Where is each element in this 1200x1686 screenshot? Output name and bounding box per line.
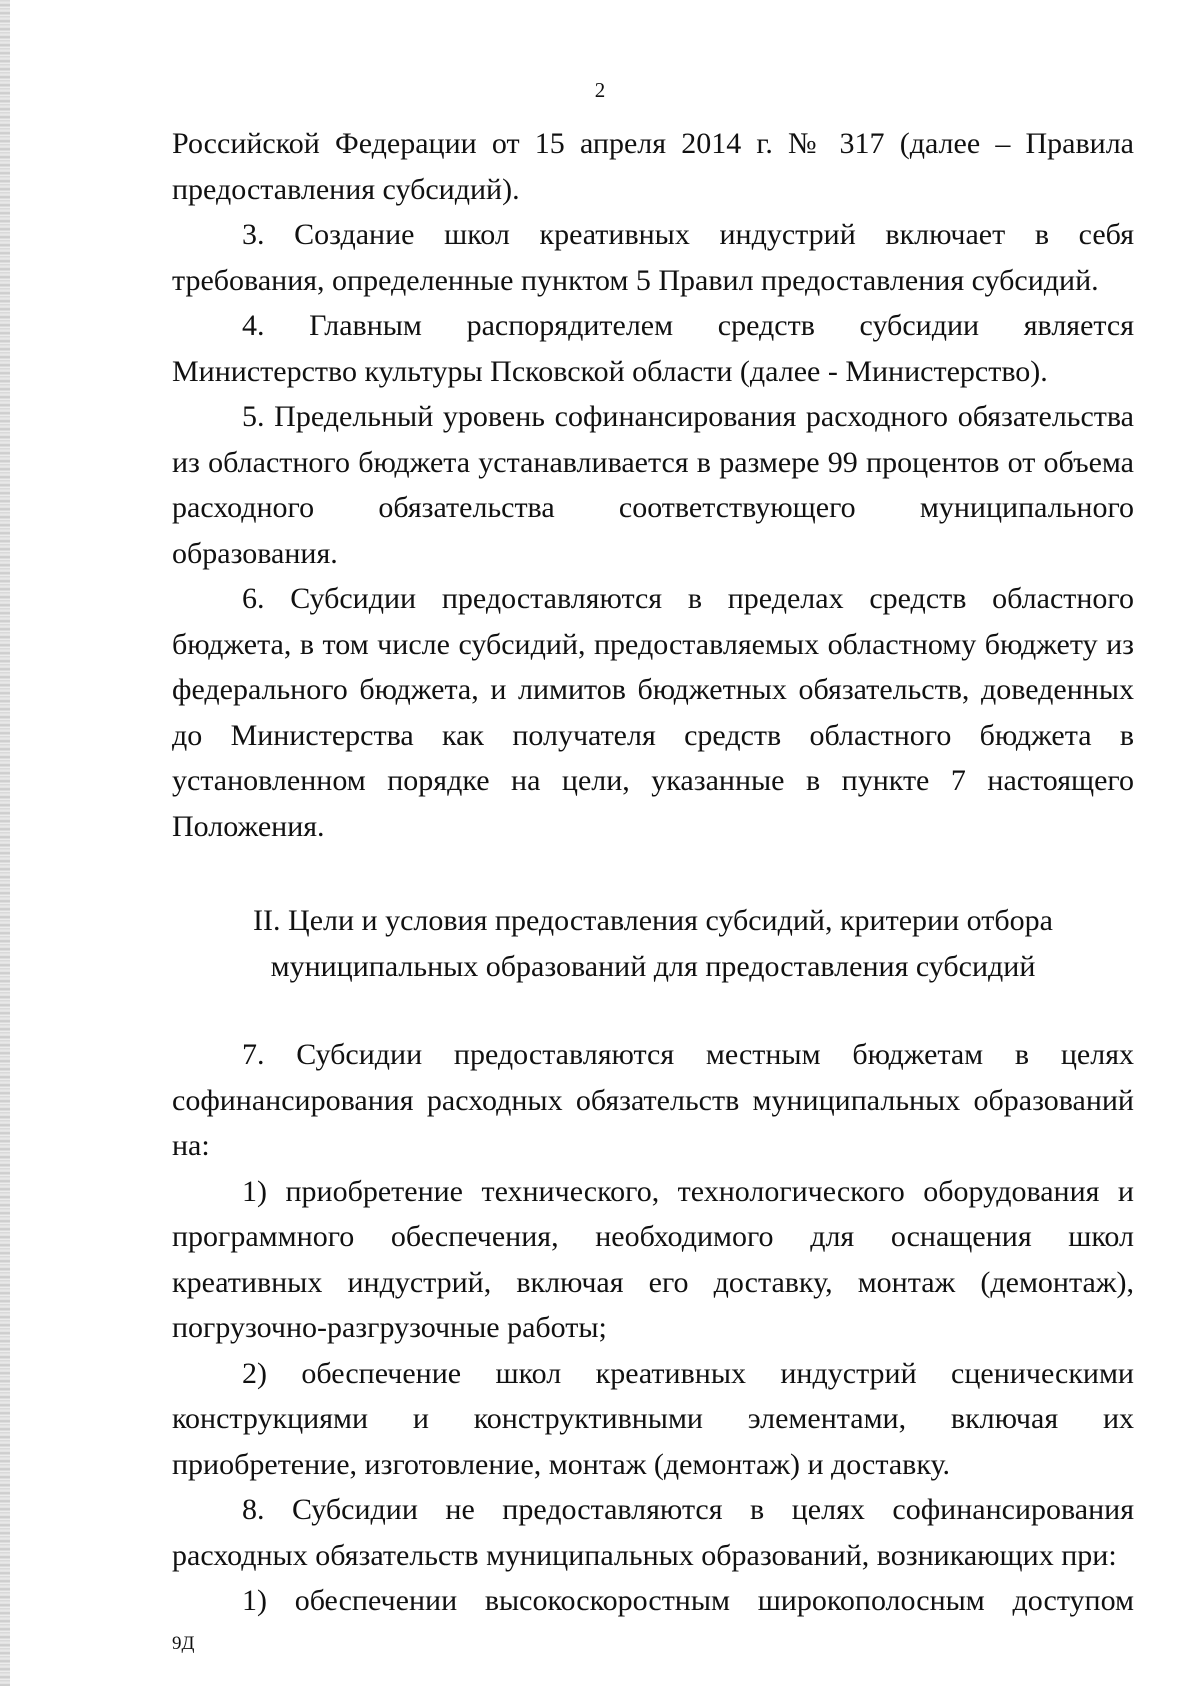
- paragraph-subitem-7-1: 1) приобретение технического, технологического оборудования и программного обеспечения, необходимого для оснащения школ креативных индустрий, включая его доставку, монтаж (демонтаж), погрузочно-разгрузочные работы;: [172, 1174, 1134, 1344]
- paragraph-item-4: 4. Главным распорядителем средств субсидии является Министерство культуры Псковской области (далее - Министерство).: [172, 309, 1134, 388]
- paragraph-continuation: Российской Федерации от 15 апреля 2014 г. № 317 (далее – Правила предоставления субсидий).: [172, 127, 1134, 206]
- page-number: 2: [594, 78, 606, 102]
- paragraph-item-6: 6. Субсидии предоставляются в пределах средств областного бюджета, в том числе субсидий, предоставляемых областному бюджету из федерального бюджета, и лимитов бюджетных обязательств, доведенных до Министерства как получателя средств областного бюджета в установленном порядке на цели, указанные в пункте 7 настоящего Положения.: [172, 582, 1134, 843]
- spacer: [172, 989, 1134, 1032]
- paragraph-subitem-7-2: 2) обеспечение школ креативных индустрий сценическими конструкциями и конструктивными элементами, включая их приобретение, изготовление, монтаж (демонтаж) и доставку.: [172, 1356, 1134, 1481]
- spacer: [172, 849, 1134, 898]
- paragraph-item-3: 3. Создание школ креативных индустрий включает в себя требования, определенные пунктом 5 Правил предоставления субсидий.: [172, 218, 1134, 297]
- footer-code: 9Д: [172, 1633, 195, 1654]
- section-heading-line-2: муниципальных образований для предоставления субсидий: [270, 949, 1036, 983]
- paragraph-item-8: 8. Субсидии не предоставляются в целях софинансирования расходных обязательств муниципальных образований, возникающих при:: [172, 1493, 1134, 1572]
- paragraph-item-5: 5. Предельный уровень софинансирования расходного обязательства из областного бюджета устанавливается в размере 99 процентов от объема расходного обязательства соответствующего муниципального образования.: [172, 400, 1134, 570]
- paragraph-subitem-8-1: 1) обеспечении высокоскоростным широкополосным доступом: [242, 1584, 1134, 1617]
- scan-edge-artifact: [0, 0, 10, 1686]
- paragraph-item-7: 7. Субсидии предоставляются местным бюджетам в целях софинансирования расходных обязательств муниципальных образований на:: [172, 1038, 1134, 1162]
- document-body: [172, 121, 1134, 1624]
- section-heading-line-1: II. Цели и условия предоставления субсидий, критерии отбора: [253, 904, 1053, 937]
